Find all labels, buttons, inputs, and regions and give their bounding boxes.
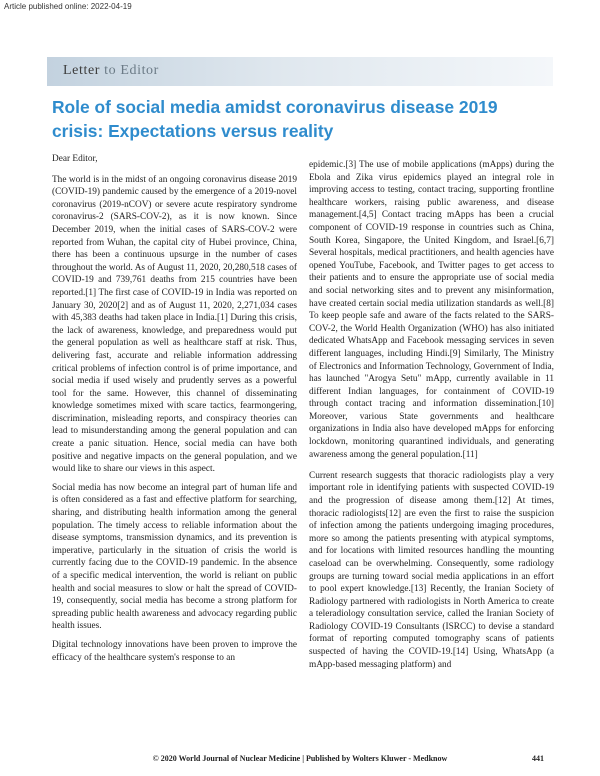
section-label [63,63,159,79]
left-column [52,153,297,673]
greeting: Dear Editor, [52,154,98,164]
body-paragraph: Current research suggests that thoracic radiologists play a very important role in identifying patients with suspected COVID-19 and the progression of disease among them.[12] At times, thoracic radiologists[12] are even the first to raise the suspicion of infection among the patients undergoing imaging procedures, more so among the patients presenting with atypical symptoms, and for locations with limited resources handling the mounting caseload can be overwhelming. Consequently, some radiology groups are turning toward social media applications in an effort to pool expert knowledge.[13] Recently, the Iranian Society of Radiology partnered with radiologists in North America to create a teleradiology consultation service, called the Iranian Society of Radiology COVID-19 Consultants (ISRCC) to devise a standard format of reporting computed tomography scans of patients suspected of having the COVID-19.[14] Using, WhatsApp (a mApp-based messaging platform) and [309,470,554,670]
body-paragraph: The world is in the midst of an ongoing coronavirus disease 2019 (COVID-19) pandemic caused by the emergence of a 2019-novel coronavirus (2019-nCOV) or severe acute respiratory syndrome coronavirus-2 (SARS-COV-2), as it is now known. Since December 2019, when the initial cases of SARS-COV-2 were reported from Wuhan, the capital city of Hubei province, China, there has been a continuous upsurge in the number of cases throughout the world. As of August 11, 2020, 20,280,518 cases of COVID-19 and 739,761 deaths from 215 countries have been reported.[1] The first case of COVID-19 in India was reported on January 30, 2020[2] and as of August 11, 2020, 2,271,034 cases with 45,383 deaths had taken place in India.[1] During this crisis, the lack of awareness, knowledge, and preparedness would put the general population as well as healthcare staff at risk. Thus, delivering fast, accurate and reliable information addressing critical problems of infection control is of prime importance, and social media if used wisely and prudently serves as a powerful tool for the same. However, this channel of disseminating knowledge sometimes mixed with scare tactics, fearmongering, discrimination, misleading reports, and conspiracy theories can lead to misunderstanding among the general population and can create a panic situation. Hence, social media can have both positive and negative impacts on the general population, and we would like to share our views in this aspect. [52,174,297,475]
body-paragraph: Digital technology innovations have been proven to improve the efficacy of the healthcare system's response to an [52,639,297,663]
section-label-word2: to Editor [104,63,159,78]
section-banner [47,57,553,86]
body-paragraph: Social media has now become an integral part of human life and is often considered as a fast and effective platform for searching, sharing, and distributing health information among the general population. The timely access to reliable information about the disease symptoms, transmission dynamics, and its prevention is imperative, particularly in the situation of crisis the world is currently facing due to the COVID-19 pandemic. In the absence of a specific medical intervention, the world is reliant on public health and social measures to slow or halt the spread of COVID-19, consequently, social media has become a strong platform for spreading public health awareness and advocacy regarding public health issues. [52,482,297,632]
section-label-word1: Letter [63,63,101,78]
right-column [309,159,554,680]
article-title: Role of social media amidst coronavirus disease 2019 crisis: Expectations versus reality [52,97,498,141]
page-number: 441 [532,754,544,763]
page-footer [0,752,600,768]
publication-date: Article published online: 2022-04-19 [4,2,132,11]
body-paragraph: epidemic.[3] The use of mobile applications (mApps) during the Ebola and Zika virus epidemics played an integral role in improving access to testing, contact tracing, supporting frontline healthcare workers, raising public awareness, and disease management.[4,5] Contact tracing mApps has been a crucial component of COVID-19 response in countries such as China, South Korea, Singapore, the United Kingdom, and Israel.[6,7] Several hospitals, medical practitioners, and health agencies have opened YouTube, Facebook, and Twitter pages to get access to their patients and to ensure the appropriate use of social media and social networking sites and to prevent any misinformation, have created certain social media utilization standards as well.[8] To keep people safe and aware of the facts related to the SARS-COV-2, the World Health Organization (WHO) has also initiated dedicated WhatsApp and Facebook messaging services in seven different languages, including Hindi.[9] Similarly, The Ministry of Electronics and Information Technology, Government of India, has launched "Arogya Setu" mApp, currently available in 11 different Indian languages, for containment of COVID-19 through contact tracing and information dissemination.[10] Moreover, various State governments and healthcare organizations in India also have developed mApps for enforcing lockdown, monitoring quarantined individuals, and generating awareness among the general population.[11] [309,160,554,460]
journal-citation: © 2020 World Journal of Nuclear Medicine | Published by Wolters Kluwer - Medknow [152,754,448,763]
